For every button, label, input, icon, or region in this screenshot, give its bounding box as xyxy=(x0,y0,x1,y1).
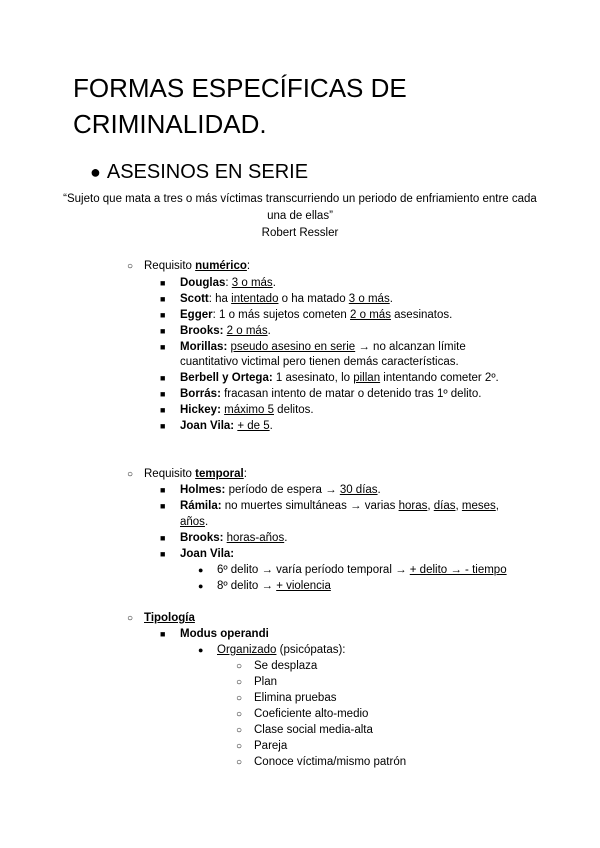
list-item xyxy=(160,291,393,307)
underlined-text: pseudo asesino en serie xyxy=(230,341,356,353)
circle-bullet-icon: ○ xyxy=(236,709,243,720)
quote-author: Robert Ressler xyxy=(261,227,339,239)
list-item xyxy=(236,722,373,739)
text: . xyxy=(377,484,381,496)
list-item xyxy=(160,275,276,291)
text: o ha matado xyxy=(278,293,349,305)
author-name: Douglas xyxy=(180,277,226,289)
text: 8º delito → xyxy=(217,580,277,592)
text: período de espera → xyxy=(225,484,340,496)
subheading: Tipología xyxy=(144,612,195,624)
square-bullet-icon: ■ xyxy=(160,405,166,415)
text: : ha xyxy=(208,293,232,305)
list-item xyxy=(160,370,499,386)
text: Clase social media-alta xyxy=(254,724,373,736)
square-bullet-icon: ■ xyxy=(160,294,166,304)
section-heading xyxy=(90,158,308,186)
list-item xyxy=(127,258,250,275)
text: , xyxy=(427,500,434,512)
list-item xyxy=(236,754,406,771)
circle-bullet-icon: ○ xyxy=(236,725,243,736)
underlined-text: + violencia xyxy=(276,580,331,592)
text: : xyxy=(225,277,232,289)
author-name: Morillas: xyxy=(180,341,228,353)
text: . xyxy=(269,420,273,432)
text: no muertes simultáneas → varias xyxy=(221,500,399,512)
square-bullet-icon: ■ xyxy=(160,629,166,639)
list-item xyxy=(160,498,499,514)
circle-bullet-icon: ○ xyxy=(236,661,243,672)
underlined-text: 3 o más xyxy=(348,293,390,305)
author-name: Holmes: xyxy=(180,484,226,496)
list-item xyxy=(127,610,195,627)
text: intentando cometer 2º. xyxy=(380,372,499,384)
underlined-text: pillan xyxy=(353,372,381,384)
text: (psicópatas): xyxy=(276,644,346,656)
label: : xyxy=(243,468,247,480)
square-bullet-icon: ■ xyxy=(160,389,166,399)
circle-bullet-icon: ○ xyxy=(127,613,134,624)
text: → no alcanzan límite xyxy=(355,341,466,353)
underlined-text: intentado xyxy=(231,293,279,305)
author-name: Rámila: xyxy=(180,500,222,512)
list-item-continuation xyxy=(180,514,208,530)
text: Plan xyxy=(254,676,278,688)
underlined-text: 3 o más xyxy=(231,277,273,289)
list-item xyxy=(160,418,273,434)
text: . xyxy=(389,293,393,305)
author-name: Brooks: xyxy=(180,532,224,544)
label-key: temporal xyxy=(195,468,244,480)
list-item xyxy=(198,642,346,658)
underlined-text: 2 o más xyxy=(226,325,268,337)
square-bullet-icon: ■ xyxy=(160,549,166,559)
text: . xyxy=(267,325,271,337)
text: , xyxy=(455,500,462,512)
list-item xyxy=(198,578,331,594)
underlined-text: Organizado xyxy=(217,644,277,656)
underlined-text: horas-años xyxy=(226,532,285,544)
text: : 1 o más sujetos cometen xyxy=(212,309,351,321)
text: . xyxy=(272,277,276,289)
list-item xyxy=(160,323,271,339)
author-name: Berbell y Ortega: xyxy=(180,372,273,384)
list-item xyxy=(160,307,452,323)
circle-bullet-icon: ○ xyxy=(236,741,243,752)
text: Coeficiente alto-medio xyxy=(254,708,369,720)
text: asesinatos. xyxy=(390,309,453,321)
list-item xyxy=(160,339,466,355)
dot-bullet-icon: ● xyxy=(198,645,204,655)
square-bullet-icon: ■ xyxy=(160,501,166,511)
list-item xyxy=(198,562,507,578)
text: 1 asesinato, lo xyxy=(272,372,354,384)
bullet-icon: ● xyxy=(90,162,101,182)
text: . xyxy=(204,516,209,528)
subheading: Modus operandi xyxy=(180,628,269,640)
text: Conoce víctima/mismo patrón xyxy=(254,756,407,768)
author-name: Joan Vila: xyxy=(180,548,235,560)
list-item xyxy=(160,546,234,562)
text: delitos. xyxy=(273,404,314,416)
section-heading-text: ASESINOS EN SERIE xyxy=(106,161,309,183)
text: Se desplaza xyxy=(254,660,318,672)
circle-bullet-icon: ○ xyxy=(236,757,243,768)
label: Requisito xyxy=(144,468,196,480)
text: 6º delito → varía período temporal → xyxy=(217,564,410,576)
list-item xyxy=(236,738,287,755)
author-name: Borrás: xyxy=(180,388,221,400)
circle-bullet-icon: ○ xyxy=(236,693,243,704)
square-bullet-icon: ■ xyxy=(160,310,166,320)
list-item xyxy=(127,466,247,483)
text: Pareja xyxy=(254,740,288,752)
label-key: numérico xyxy=(195,260,247,272)
author-name: Joan Vila: xyxy=(180,420,235,432)
author-name: Scott xyxy=(180,293,209,305)
list-item xyxy=(160,626,269,642)
list-item xyxy=(236,658,317,675)
text: Elimina pruebas xyxy=(254,692,337,704)
square-bullet-icon: ■ xyxy=(160,373,166,383)
text: fracasan intento de matar o detenido tras 1º delito. xyxy=(220,388,482,400)
list-item xyxy=(236,706,368,723)
list-item xyxy=(160,402,314,418)
underlined-text: + delito → - tiempo xyxy=(409,564,507,576)
underlined-text: + de 5 xyxy=(237,420,270,432)
underlined-text: 2 o más xyxy=(350,309,391,321)
list-item xyxy=(236,674,277,691)
square-bullet-icon: ■ xyxy=(160,421,166,431)
list-item xyxy=(160,482,381,498)
underlined-text: días xyxy=(433,500,456,512)
circle-bullet-icon: ○ xyxy=(127,261,134,272)
label: : xyxy=(246,260,251,272)
square-bullet-icon: ■ xyxy=(160,278,166,288)
list-item xyxy=(236,690,336,707)
quote-text: “Sujeto que mata a tres o más víctimas transcurriendo un periodo de enfriamiento entre cada una de ellas” xyxy=(63,193,537,222)
square-bullet-icon: ■ xyxy=(160,485,166,495)
square-bullet-icon: ■ xyxy=(160,342,166,352)
circle-bullet-icon: ○ xyxy=(236,677,243,688)
list-item xyxy=(160,386,481,402)
dot-bullet-icon: ● xyxy=(198,581,204,591)
underlined-text: meses xyxy=(461,500,496,512)
underlined-text: máximo 5 xyxy=(224,404,274,416)
underlined-text: 30 días xyxy=(339,484,378,496)
square-bullet-icon: ■ xyxy=(160,533,166,543)
circle-bullet-icon: ○ xyxy=(127,469,134,480)
square-bullet-icon: ■ xyxy=(160,326,166,336)
list-item-continuation: cuantitativo victimal pero tienen demás características. xyxy=(180,356,459,368)
label: Requisito xyxy=(144,260,196,272)
author-name: Brooks: xyxy=(180,325,224,337)
underlined-text: años xyxy=(180,516,205,528)
dot-bullet-icon: ● xyxy=(198,565,204,575)
text: . xyxy=(284,532,288,544)
list-item xyxy=(160,530,287,546)
page-title: FORMAS ESPECÍFICAS DE CRIMINALIDAD. xyxy=(73,73,407,139)
text: , xyxy=(495,500,499,512)
author-name: Hickey: xyxy=(180,404,221,416)
author-name: Egger xyxy=(180,309,213,321)
underlined-text: horas xyxy=(398,500,428,512)
